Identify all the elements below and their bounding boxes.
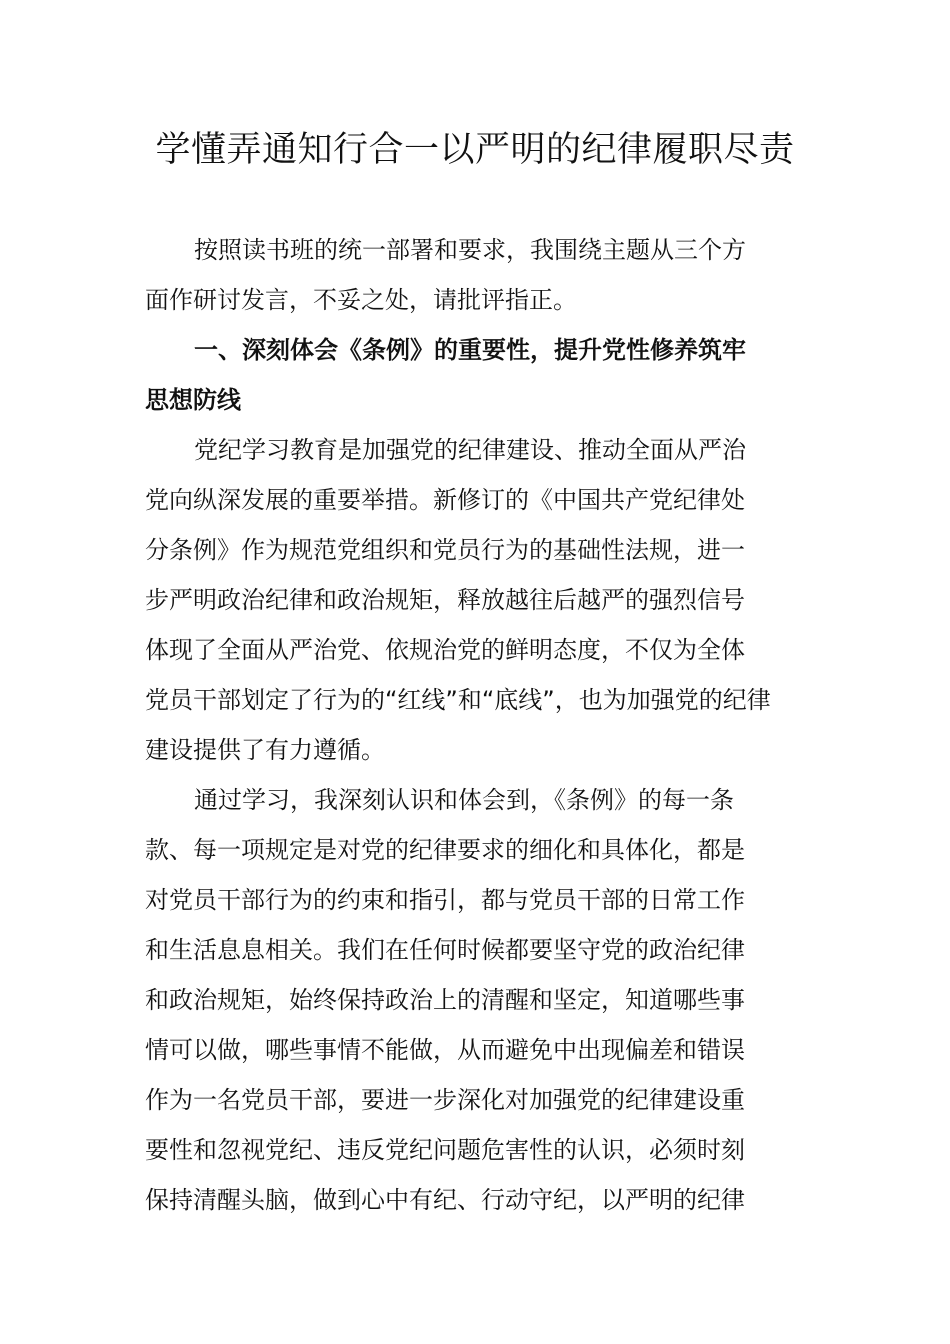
section-heading: 思想防线: [145, 386, 241, 414]
text-line: 要性和忽视党纪、违反党纪问题危害性的认识，必须时刻: [145, 1136, 745, 1164]
text-line: 通过学习，我深刻认识和体会到，《条例》的每一条: [194, 786, 734, 814]
text-line: 款、每一项规定是对党的纪律要求的细化和具体化，都是: [145, 836, 745, 864]
text-line: 保持清醒头脑，做到心中有纪、行动守纪，以严明的纪律: [145, 1186, 745, 1214]
text-line: 步严明政治纪律和政治规矩，释放越往后越严的强烈信号: [145, 586, 745, 614]
document-title: 学懂弄通知行合一以严明的纪律履职尽责: [155, 130, 795, 170]
text-line: 对党员干部行为的约束和指引，都与党员干部的日常工作: [145, 886, 745, 914]
text-line: 分条例》作为规范党组织和党员行为的基础性法规，进一: [145, 536, 745, 564]
text-line: 和生活息息相关。我们在任何时候都要坚守党的政治纪律: [145, 936, 745, 964]
text-line: 党员干部划定了行为的“红线”和“底线”，也为加强党的纪律: [145, 686, 771, 714]
text-line: 体现了全面从严治党、依规治党的鲜明态度，不仅为全体: [145, 636, 745, 664]
section-heading: 一、深刻体会《条例》的重要性，提升党性修养筑牢: [194, 336, 746, 364]
text-line: 面作研讨发言，不妥之处，请批评指正。: [145, 286, 577, 314]
text-line: 党纪学习教育是加强党的纪律建设、推动全面从严治: [194, 436, 746, 464]
text-line: 和政治规矩，始终保持政治上的清醒和坚定，知道哪些事: [145, 986, 745, 1014]
text-line: 情可以做，哪些事情不能做，从而避免中出现偏差和错误: [145, 1036, 745, 1064]
text-line: 按照读书班的统一部署和要求，我围绕主题从三个方: [194, 236, 746, 264]
text-line: 作为一名党员干部，要进一步深化对加强党的纪律建设重: [145, 1086, 745, 1114]
text-line: 党向纵深发展的重要举措。新修订的《中国共产党纪律处: [145, 486, 745, 514]
text-line: 建设提供了有力遵循。: [145, 736, 385, 764]
